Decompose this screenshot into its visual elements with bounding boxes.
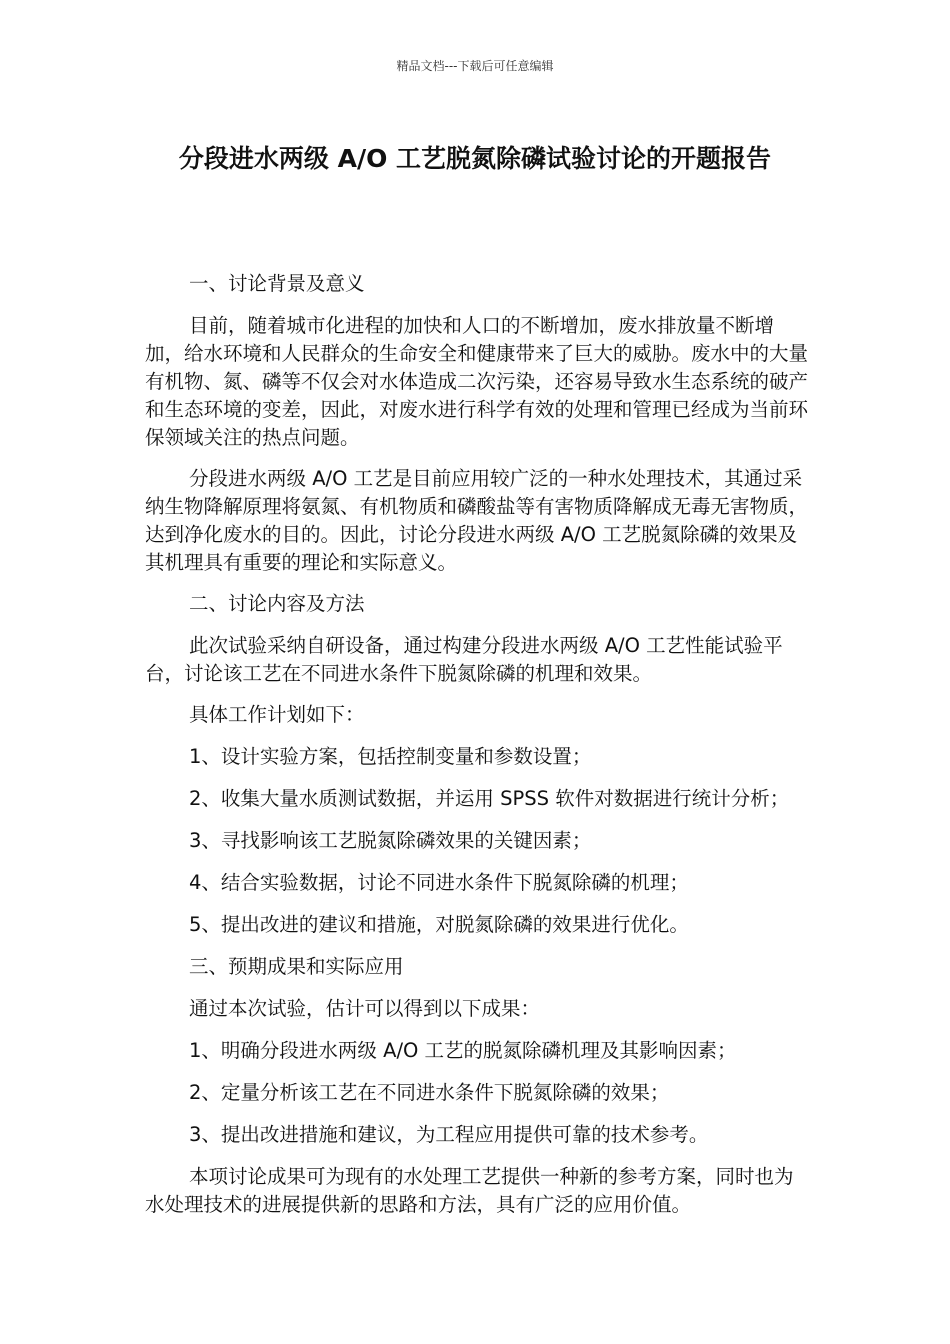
results-intro: 通过本次试验，估计可以得到以下成果：: [189, 997, 541, 1020]
header-note: 精品文档---下载后可任意编辑: [396, 59, 554, 73]
plan-item: 1、设计实验方案，包括控制变量和参数设置；: [189, 745, 592, 768]
section-heading-background: 一、讨论背景及意义: [189, 272, 365, 295]
document-title: 分段进水两级 A/O 工艺脱氮除磷试验讨论的开题报告: [178, 144, 772, 173]
result-item: 2、定量分析该工艺在不同进水条件下脱氮除磷的效果；: [189, 1081, 670, 1104]
plan-item: 3、寻找影响该工艺脱氮除磷效果的关键因素；: [189, 829, 592, 852]
paragraph-conclusion: 本项讨论成果可为现有的水处理工艺提供一种新的参考方案，同时也为水处理技术的进展提供新的思路和方法，具有广泛的应用价值。: [145, 1165, 794, 1216]
paragraph-method: 此次试验采纳自研设备，通过构建分段进水两级 A/O 工艺性能试验平台，讨论该工艺在不同进水条件下脱氮除磷的机理和效果。: [145, 634, 783, 685]
result-item: 3、提出改进措施和建议，为工程应用提供可靠的技术参考。: [189, 1123, 709, 1146]
plan-intro: 具体工作计划如下：: [189, 703, 365, 726]
section-heading-content-method: 二、讨论内容及方法: [189, 592, 365, 615]
plan-item: 2、收集大量水质测试数据，并运用 SPSS 软件对数据进行统计分析；: [189, 787, 790, 810]
section-heading-results: 三、预期成果和实际应用: [189, 955, 404, 978]
plan-item: 5、提出改进的建议和措施，对脱氮除磷的效果进行优化。: [189, 913, 689, 936]
plan-item: 4、结合实验数据，讨论不同进水条件下脱氮除磷的机理；: [189, 871, 689, 894]
result-item: 1、明确分段进水两级 A/O 工艺的脱氮除磷机理及其影响因素；: [189, 1039, 737, 1062]
document-body: [145, 270, 810, 1219]
paragraph-background-1: 目前，随着城市化进程的加快和人口的不断增加，废水排放量不断增加，给水环境和人民群众的生命安全和健康带来了巨大的威胁。废水中的大量有机物、氮、磷等不仅会对水体造成二次污染，还容易导致水生态系统的破产和生态环境的变差，因此，对废水进行科学有效的处理和管理已经成为当前环保领域关注的热点问题。: [145, 314, 809, 449]
paragraph-background-2: 分段进水两级 A/O 工艺是目前应用较广泛的一种水处理技术，其通过采纳生物降解原理将氨氮、有机物质和磷酸盐等有害物质降解成无毒无害物质，达到净化废水的目的。因此，讨论分段进水两级 A/O 工艺脱氮除磷的效果及其机理具有重要的理论和实际意义。: [145, 467, 809, 574]
